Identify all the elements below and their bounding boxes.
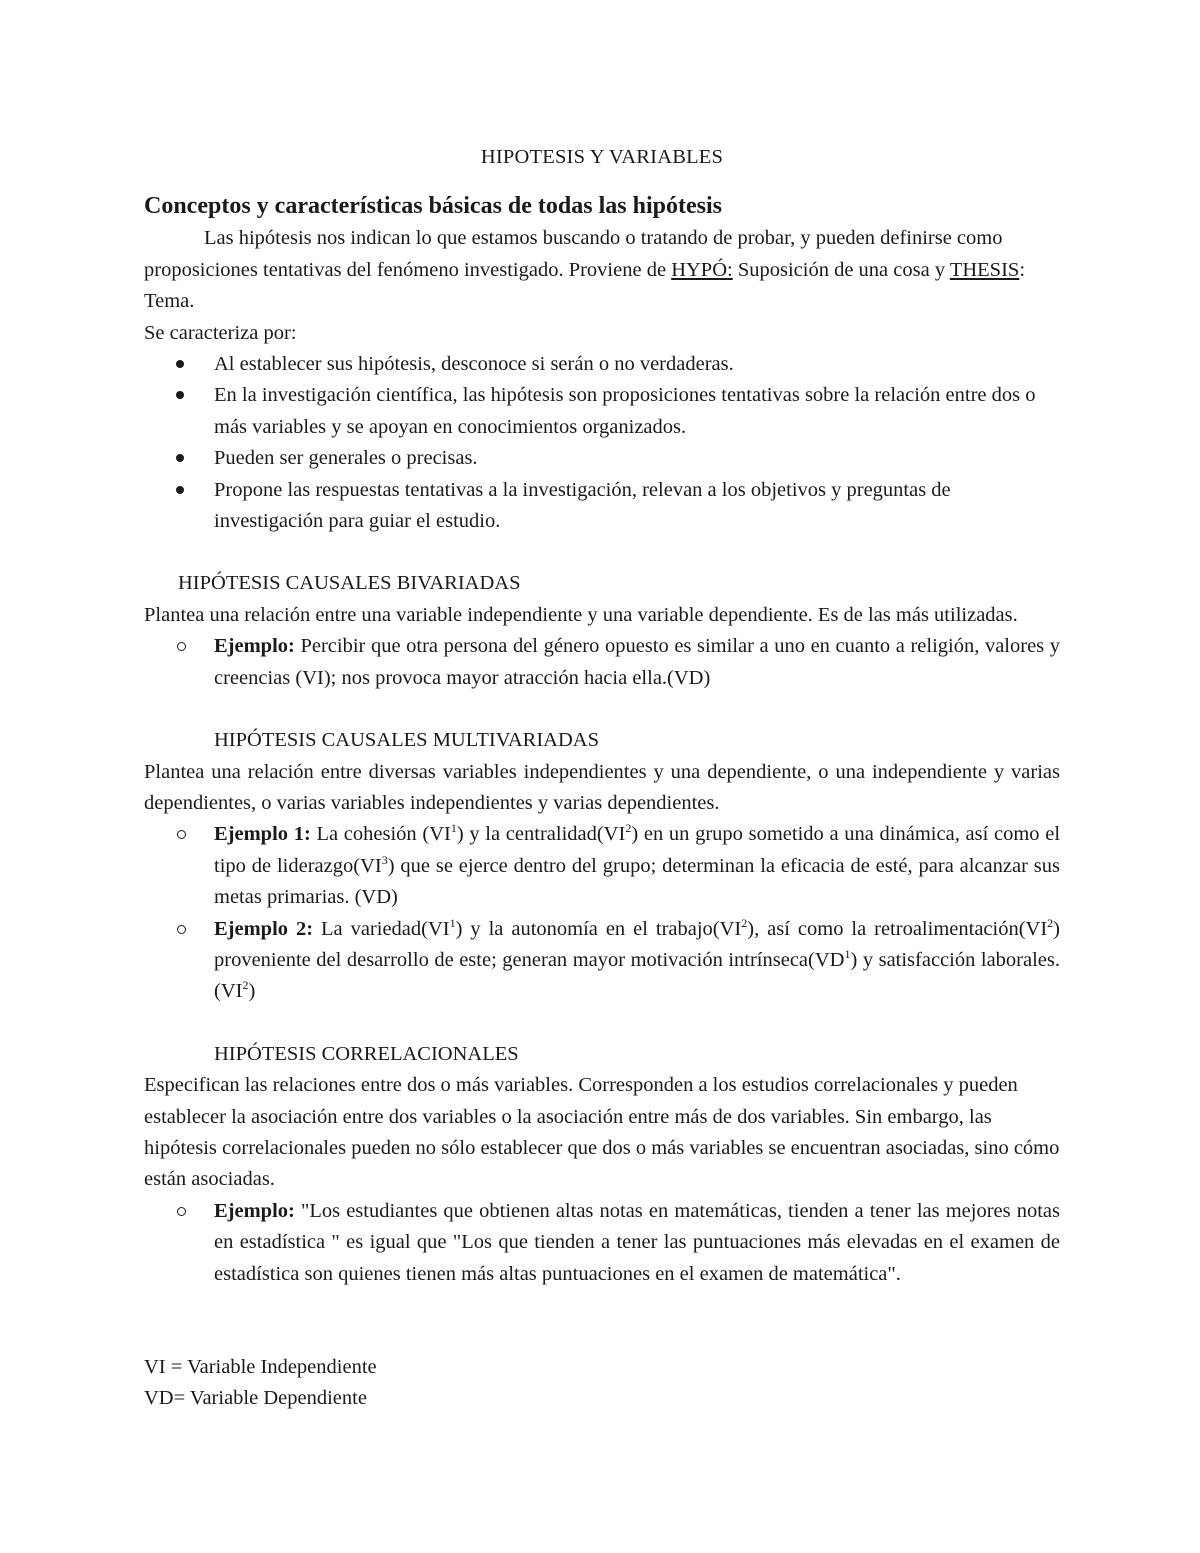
example-label: Ejemplo: bbox=[214, 1199, 295, 1222]
multivariadas-paragraph: Plantea una relación entre diversas variables independientes y una dependiente, o una independiente y varias dependientes, o varias variables independientes y varias dependientes. bbox=[144, 760, 1060, 814]
example-text: "Los estudiantes que obtienen altas notas en matemáticas, tienden a tener las mejores notas en estadística " es igual que "Los que tienden a tener las puntuaciones más elevadas en el examen de estadística son quienes tienen más altas puntuaciones en el examen de matemática". bbox=[214, 1199, 1060, 1285]
superscript: 1 bbox=[844, 947, 851, 962]
intro-paragraph bbox=[144, 223, 1060, 317]
list-item bbox=[144, 819, 1060, 913]
list-item bbox=[144, 1196, 1060, 1290]
thesis-term: THESIS bbox=[949, 258, 1020, 281]
intro-text-c: : Tema. bbox=[144, 258, 1026, 313]
correlacionales-examples bbox=[144, 1196, 1060, 1290]
list-item bbox=[144, 631, 1060, 694]
list-item bbox=[144, 349, 1060, 380]
spacer bbox=[144, 537, 1060, 568]
section-heading-bivariadas: HIPÓTESIS CAUSALES BIVARIADAS bbox=[178, 572, 521, 595]
superscript: 1 bbox=[449, 915, 456, 930]
document-title: HIPOTESIS Y VARIABLES bbox=[480, 146, 724, 168]
list-item bbox=[144, 914, 1060, 1008]
multivariadas-examples bbox=[144, 819, 1060, 1007]
example-label: Ejemplo 2: bbox=[214, 917, 314, 940]
bullet-icon bbox=[176, 360, 184, 368]
example-text: ) y la autonomía en el trabajo(VI bbox=[455, 917, 742, 940]
spacer bbox=[144, 694, 1060, 725]
intro-text-a: Las hipótesis nos indican lo que estamos buscando o tratando de probar, y pueden definirse como proposiciones tentativas del fenómeno investigado. Proviene de bbox=[144, 227, 1003, 281]
legend-vd: VD= Variable Dependiente bbox=[144, 1387, 367, 1410]
example-text: ) en un grupo sometido a una dinámica, así como el tipo de liderazgo(VI bbox=[214, 823, 1061, 877]
example-text: ) y satisfacción laborales. (VI bbox=[214, 948, 1060, 1003]
legend bbox=[144, 1352, 1060, 1415]
section-heading-multivariadas: HIPÓTESIS CAUSALES MULTIVARIADAS bbox=[214, 729, 599, 752]
hypo-term: HYPÓ: bbox=[671, 258, 733, 281]
circle-bullet-icon bbox=[177, 1207, 186, 1216]
list-item bbox=[144, 475, 1060, 538]
bivariadas-paragraph: Plantea una relación entre una variable independiente y una variable dependiente. Es de las más utilizadas. bbox=[144, 603, 1018, 626]
bullet-text: Propone las respuestas tentativas a la investigación, relevan a los objetivos y preguntas de investigación para guiar el estudio. bbox=[214, 478, 951, 533]
circle-bullet-icon bbox=[177, 830, 186, 839]
bullet-icon bbox=[176, 391, 184, 399]
superscript: 1 bbox=[450, 821, 457, 836]
characteristics-list bbox=[144, 349, 1060, 537]
example-text: ) proveniente del desarrollo de este; generan mayor motivación intrínseca(VD bbox=[214, 917, 1060, 971]
caracteriza-line: Se caracteriza por: bbox=[144, 321, 297, 344]
example-text: ) que se ejerce dentro del grupo; determinan la eficacia de esté, para alcanzar sus metas primarias. (VD) bbox=[214, 854, 1060, 909]
superscript: 2 bbox=[242, 978, 249, 993]
section-heading-conceptos: Conceptos y características básicas de todas las hipótesis bbox=[144, 193, 722, 220]
superscript: 2 bbox=[625, 821, 632, 836]
list-item bbox=[144, 443, 1060, 474]
example-text: ) y la centralidad(VI bbox=[456, 823, 626, 846]
example-text: ), así como la retroalimentación(VI bbox=[747, 917, 1048, 940]
example-label: Ejemplo 1: bbox=[214, 823, 311, 846]
list-item bbox=[144, 380, 1060, 443]
example-text: La cohesión (VI bbox=[310, 823, 451, 846]
bullet-icon bbox=[176, 486, 184, 494]
example-label: Ejemplo: bbox=[214, 635, 295, 658]
spacer bbox=[144, 1008, 1060, 1039]
superscript: 2 bbox=[741, 915, 748, 930]
correlacionales-paragraph: Especifican las relaciones entre dos o más variables. Corresponden a los estudios correlacionales y pueden establecer la asociación entre dos variables o la asociación entre más de dos variables. Sin embargo, las hipótesis correlacionales pueden no sólo establecer que dos o más variables se encuentran asociadas, sino cómo están asociadas. bbox=[144, 1074, 1060, 1191]
legend-vi: VI = Variable Independiente bbox=[144, 1356, 377, 1378]
superscript: 3 bbox=[381, 852, 388, 867]
section-heading-correlacionales: HIPÓTESIS CORRELACIONALES bbox=[214, 1042, 519, 1065]
circle-bullet-icon bbox=[177, 642, 186, 651]
bullet-text: En la investigación científica, las hipótesis son proposiciones tentativas sobre la relación entre dos o más variables y se apoyan en conocimientos organizados. bbox=[214, 384, 1036, 438]
example-text: La variedad(VI bbox=[313, 917, 450, 940]
bullet-text: Al establecer sus hipótesis, desconoce si serán o no verdaderas. bbox=[214, 353, 734, 376]
intro-text-b: Suposición de una cosa y bbox=[732, 258, 950, 281]
bivariadas-examples bbox=[144, 631, 1060, 694]
circle-bullet-icon bbox=[177, 925, 186, 934]
example-text: ) bbox=[248, 980, 256, 1003]
example-text: Percibir que otra persona del género opuesto es similar a uno en cuanto a religión, valores y creencias (VI); nos provoca mayor atracción hacia ella.(VD) bbox=[214, 635, 1060, 689]
bullet-text: Pueden ser generales o precisas. bbox=[214, 447, 478, 470]
superscript: 2 bbox=[1047, 915, 1054, 930]
bullet-icon bbox=[176, 454, 184, 462]
